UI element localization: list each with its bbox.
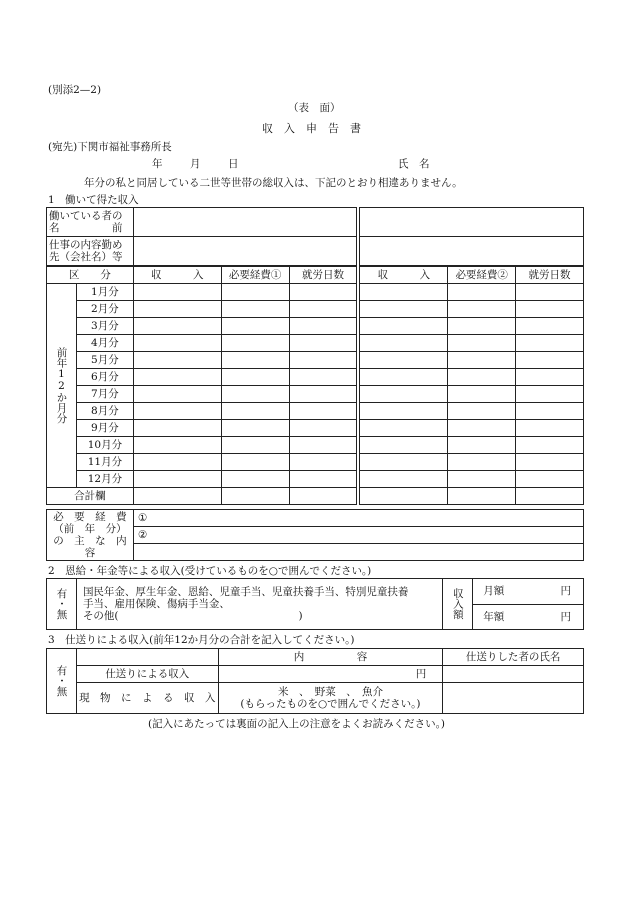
month-income-b[interactable] [360, 403, 448, 420]
month-income-b[interactable] [360, 335, 448, 352]
month-days-b[interactable] [516, 318, 584, 335]
month-expense2[interactable] [448, 437, 516, 454]
table-row [47, 403, 584, 420]
month-days-b[interactable] [516, 386, 584, 403]
month-days-b[interactable] [516, 301, 584, 318]
remittance-table [46, 648, 584, 714]
worker-info-table [46, 207, 584, 266]
month-expense1[interactable] [221, 284, 289, 301]
table-row [47, 369, 584, 386]
workplace-field-a[interactable] [133, 237, 357, 266]
appendix-label: (別添2—2) [48, 84, 102, 96]
month-income-a[interactable] [133, 284, 221, 301]
month-days-b[interactable] [516, 420, 584, 437]
month-expense1[interactable] [221, 471, 289, 488]
month-days-b[interactable] [516, 335, 584, 352]
month-days-a[interactable] [289, 454, 357, 471]
month-days-a[interactable] [289, 318, 357, 335]
table-row [47, 454, 584, 471]
col-income-b-header: 収 入 [360, 267, 448, 284]
month-label: 10月分 [76, 437, 133, 454]
col-expense2-header: 必要経費② [448, 267, 516, 284]
total-income-b[interactable] [360, 488, 448, 505]
form-title: 収 入 申 告 書 [262, 122, 361, 135]
col-kubun-header: 区 分 [47, 267, 134, 284]
month-income-b[interactable] [360, 471, 448, 488]
month-days-a[interactable] [289, 352, 357, 369]
col-expense1-header: 必要経費① [221, 267, 289, 284]
month-expense2[interactable] [448, 386, 516, 403]
month-expense2[interactable] [448, 471, 516, 488]
side-label: （表 面） [288, 102, 341, 114]
month-expense2[interactable] [448, 318, 516, 335]
pension-income-amount-label: 収入額 [443, 579, 473, 630]
month-expense1[interactable] [221, 335, 289, 352]
month-label: 8月分 [76, 403, 133, 420]
month-expense1[interactable] [221, 386, 289, 403]
month-expense2[interactable] [448, 301, 516, 318]
month-days-b[interactable] [516, 437, 584, 454]
table-row [47, 420, 584, 437]
section3-heading: 3 仕送りによる収入(前年12か月分の合計を記入してください。) [48, 634, 355, 646]
month-days-a[interactable] [289, 386, 357, 403]
month-expense2[interactable] [448, 335, 516, 352]
pension-table [46, 578, 584, 630]
remittance-sender-name-2[interactable] [443, 683, 584, 714]
month-days-a[interactable] [289, 284, 357, 301]
pension-monthly-amount[interactable]: 月額 円 [473, 579, 584, 605]
month-income-a[interactable] [133, 403, 221, 420]
remittance-sender-name-1[interactable] [443, 666, 584, 683]
date-day-label: 日 [228, 158, 239, 170]
table-row [47, 335, 584, 352]
expense-detail-label: 必 要 経 費 （前 年 分） の 主 な 内 容 [47, 510, 134, 561]
expense-detail-1[interactable]: ① [133, 510, 583, 527]
month-income-b[interactable] [360, 301, 448, 318]
month-income-a[interactable] [133, 437, 221, 454]
month-label: 12月分 [76, 471, 133, 488]
month-days-a[interactable] [289, 437, 357, 454]
pension-annual-amount[interactable]: 年額 円 [473, 604, 584, 630]
col-income-header: 収 入 [133, 267, 221, 284]
workplace-field-b[interactable] [360, 237, 584, 266]
month-income-b[interactable] [360, 420, 448, 437]
month-days-a[interactable] [289, 301, 357, 318]
total-row-label: 合計欄 [47, 488, 134, 505]
month-income-a[interactable] [133, 335, 221, 352]
table-row [47, 352, 584, 369]
month-label: 6月分 [76, 369, 133, 386]
month-income-a[interactable] [133, 318, 221, 335]
month-label: 9月分 [76, 420, 133, 437]
month-expense1[interactable] [221, 420, 289, 437]
month-expense2[interactable] [448, 352, 516, 369]
date-year-label: 年 [152, 158, 163, 170]
remittance-goods-label: 現 物 に よ る 収 入 [76, 683, 218, 714]
month-expense1[interactable] [221, 454, 289, 471]
month-days-a[interactable] [289, 369, 357, 386]
remittance-content-header: 内 容 [218, 649, 443, 666]
month-income-a[interactable] [133, 471, 221, 488]
col-days-b-header: 就労日数 [516, 267, 584, 284]
total-expense1[interactable] [221, 488, 289, 505]
table-row [47, 318, 584, 335]
table-row [47, 437, 584, 454]
month-income-a[interactable] [133, 301, 221, 318]
pension-types[interactable]: 国民年金、厚生年金、恩給、児童手当、児童扶養手当、特別児童扶養 手当、雇用保険、傷病手当金、 その他( ) [76, 579, 442, 630]
month-expense2[interactable] [448, 420, 516, 437]
month-days-b[interactable] [516, 403, 584, 420]
worker-name-field-a[interactable] [133, 208, 357, 237]
total-income-a[interactable] [133, 488, 221, 505]
month-days-a[interactable] [289, 335, 357, 352]
month-expense1[interactable] [221, 437, 289, 454]
month-expense1[interactable] [221, 369, 289, 386]
worker-name-field-b[interactable] [360, 208, 584, 237]
expense-detail-2[interactable]: ② [133, 527, 583, 544]
month-income-b[interactable] [360, 284, 448, 301]
month-income-a[interactable] [133, 352, 221, 369]
month-expense1[interactable] [221, 403, 289, 420]
remittance-sender-header: 仕送りした者の氏名 [443, 649, 584, 666]
section1-heading: 1 働いて得た収入 [48, 194, 139, 206]
total-days-a[interactable] [289, 488, 357, 505]
total-expense2[interactable] [448, 488, 516, 505]
month-days-b[interactable] [516, 284, 584, 301]
applicant-name-label: 氏 名 [398, 158, 430, 170]
workplace-label: 仕事の内容勤め 先（会社名）等 [47, 237, 134, 266]
month-income-a[interactable] [133, 369, 221, 386]
date-month-label: 月 [190, 158, 201, 170]
month-expense2[interactable] [448, 454, 516, 471]
month-income-a[interactable] [133, 386, 221, 403]
remittance-yes-no[interactable]: 有・無 [47, 649, 77, 714]
month-label: 4月分 [76, 335, 133, 352]
month-days-a[interactable] [289, 471, 357, 488]
month-days-b[interactable] [516, 352, 584, 369]
month-expense1[interactable] [221, 352, 289, 369]
month-label: 2月分 [76, 301, 133, 318]
worker-name-label: 働いている者の 名 前 [47, 208, 134, 237]
month-label: 11月分 [76, 454, 133, 471]
month-expense1[interactable] [221, 318, 289, 335]
col-days-header: 就労日数 [289, 267, 357, 284]
pension-yes-no[interactable]: 有・無 [47, 579, 77, 630]
month-expense1[interactable] [221, 301, 289, 318]
month-label: 5月分 [76, 352, 133, 369]
addressee: (宛先)下関市福祉事務所長 [48, 141, 172, 153]
month-expense2[interactable] [448, 403, 516, 420]
month-days-a[interactable] [289, 403, 357, 420]
footer-note: (記入にあたっては裏面の記入上の注意をよくお読みください。) [148, 718, 445, 730]
expense-detail-3[interactable] [133, 544, 583, 561]
monthly-income-table [46, 266, 584, 505]
table-row [47, 301, 584, 318]
month-income-b[interactable] [360, 386, 448, 403]
month-label: 3月分 [76, 318, 133, 335]
table-row [47, 284, 584, 301]
month-label: 1月分 [76, 284, 133, 301]
month-income-a[interactable] [133, 454, 221, 471]
month-days-a[interactable] [289, 420, 357, 437]
month-income-b[interactable] [360, 318, 448, 335]
month-income-a[interactable] [133, 420, 221, 437]
declaration-text: 年分の私と同居している二世等世帯の総収入は、下記のとおり相違ありません。 [84, 177, 463, 189]
period-label: 前年12か月分 [47, 284, 77, 488]
month-income-b[interactable] [360, 454, 448, 471]
remittance-money-label: 仕送りによる収入 [76, 666, 218, 683]
month-days-b[interactable] [516, 454, 584, 471]
month-expense2[interactable] [448, 284, 516, 301]
month-expense2[interactable] [448, 369, 516, 386]
table-row [47, 471, 584, 488]
month-label: 7月分 [76, 386, 133, 403]
remittance-money-amount[interactable]: 円 [218, 666, 443, 683]
expense-detail-table [46, 509, 584, 561]
month-income-b[interactable] [360, 437, 448, 454]
section2-heading: 2 恩給・年金等による収入(受けているものを○で囲んでください。) [48, 565, 372, 577]
month-income-b[interactable] [360, 369, 448, 386]
table-row [47, 386, 584, 403]
month-days-b[interactable] [516, 471, 584, 488]
month-income-b[interactable] [360, 352, 448, 369]
total-days-b[interactable] [516, 488, 584, 505]
month-days-b[interactable] [516, 369, 584, 386]
remittance-goods-options[interactable]: 米 、 野菜 、 魚介 (もらったものを○で囲んでください。) [218, 683, 443, 714]
